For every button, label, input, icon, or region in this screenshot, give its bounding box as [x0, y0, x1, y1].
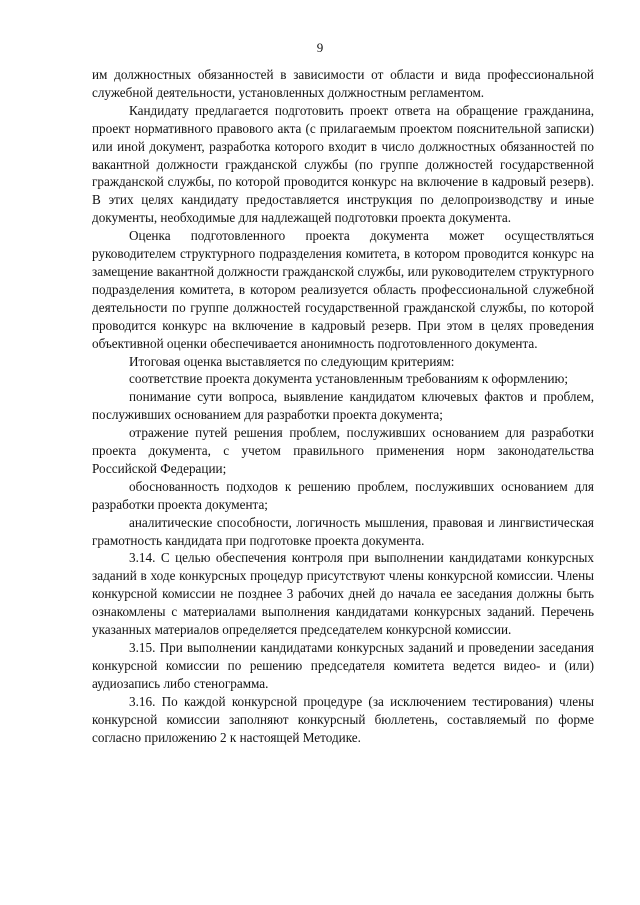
criterion-item: понимание сути вопроса, выявление кандидатом ключевых фактов и проблем, послуживших основанием для разработки проекта документа;: [92, 389, 594, 423]
criterion-item: отражение путей решения проблем, послуживших основанием для разработки проекта документа, с учетом правильного применения норм законодательства Российской Федерации;: [92, 425, 594, 476]
document-body: [92, 66, 594, 746]
criterion-item: аналитические способности, логичность мышления, правовая и лингвистическая грамотность кандидата при подготовке проекта документа.: [92, 514, 594, 548]
page-number: 9: [316, 40, 324, 55]
criterion-item: соответствие проекта документа установленным требованиям к оформлению;: [129, 371, 569, 387]
clause-3-15: 3.15. При выполнении кандидатами конкурсных заданий и проведении заседания конкурсной комиссии по решению председателя комитета ведется видео- и (или) аудиозапись либо стенограмма.: [92, 640, 594, 691]
paragraph-continuation: им должностных обязанностей в зависимости от области и вида профессиональной служебной деятельности, установленных должностным регламентом.: [92, 67, 594, 100]
criterion-item: обоснованность подходов к решению проблем, послуживших основанием для разработки проекта документа;: [92, 478, 594, 512]
clause-3-16: 3.16. По каждой конкурсной процедуре (за исключением тестирования) члены конкурсной комиссии заполняют конкурсный бюллетень, составляемый по форме согласно приложению 2 к настоящей Методике.: [92, 693, 594, 745]
paragraph-criteria-intro: Итоговая оценка выставляется по следующим критериям:: [129, 353, 455, 369]
paragraph-task-description: Кандидату предлагается подготовить проект ответа на обращение гражданина, проект нормативного правового акта (с прилагаемым проектом пояснительной записки) или иной документ, разработка которого входит в число должностных обязанностей по вакантной должности гражданской службы (по группе должностей государственной гражданской службы, по которой проводится конкурс на включение в кадровый резерв). В этих целях кандидату предоставляется инструкция по делопроизводству и иные документы, необходимые для надлежащей подготовки проекта документа.: [92, 102, 594, 226]
clause-3-14: 3.14. С целью обеспечения контроля при выполнении кандидатами конкурсных заданий в ходе конкурсных процедур присутствуют члены конкурсной комиссии. Члены конкурсной комиссии не позднее 3 рабочих дней до начала ее заседания должны быть ознакомлены с материалами выполнения кандидатами конкурсных заданий. Перечень указанных материалов определяется председателем конкурсной комиссии.: [92, 550, 594, 638]
paragraph-evaluation: Оценка подготовленного проекта документа может осуществляться руководителем структурного подразделения комитета, в котором проводится конкурс на замещение вакантной должности гражданской службы, или руководителем структурного подразделения комитета, в котором реализуется область профессиональной служебной деятельности по группе должностей государственной гражданской службы, по которой проводится конкурс на включение в кадровый резерв. При этом в целях проведения объективной оценки обеспечивается анонимность подготовленного документа.: [92, 228, 594, 351]
